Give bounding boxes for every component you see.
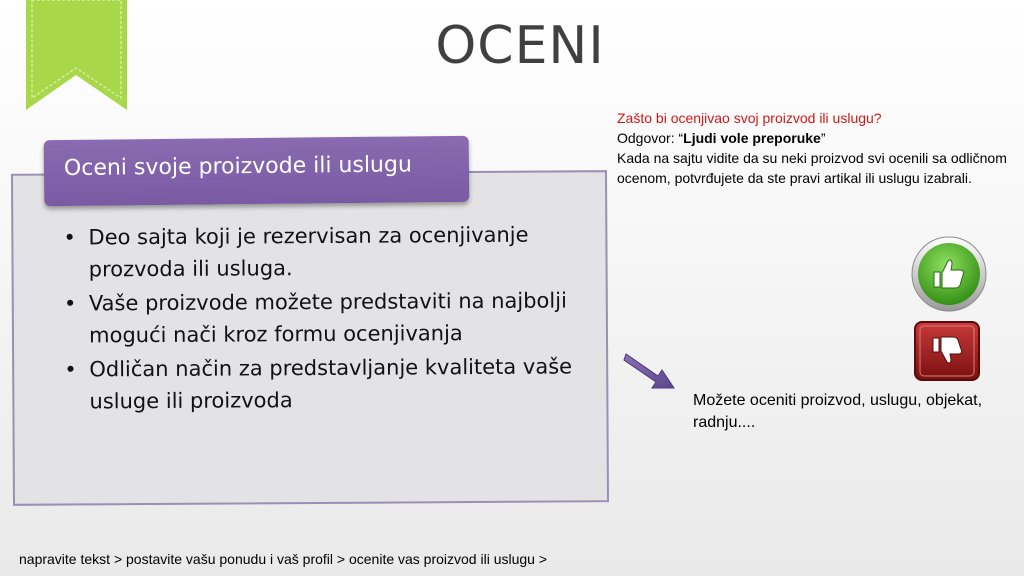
bullet-text: Vaše proizvode možete predstaviti na najbolji mogući nači kroz formu ocenjivanja	[88, 288, 567, 348]
thumbs-down-icon[interactable]	[913, 320, 981, 382]
side-explanation: Kada na sajtu vidite da su neki proizvod svi ocenili sa odličnom ocenom, potvrđujete da ste pravi artikal ili uslugu izabrali.	[617, 150, 1007, 186]
bullet-icon: •	[64, 357, 77, 382]
answer-prefix: Odgovor: “	[617, 130, 684, 146]
arrow-right-down-icon	[620, 350, 678, 392]
footer-text: napravite tekst > postavite vašu ponudu i vaš profil > ocenite vas proizvod ili uslugu >	[19, 551, 548, 567]
side-question: Zašto bi ocenjivao svoj proizvod ili uslugu?	[617, 110, 882, 126]
bullet-item	[59, 218, 579, 285]
content-box-header	[44, 136, 470, 206]
bullet-item	[60, 284, 580, 351]
thumbs-up-icon[interactable]	[910, 235, 988, 313]
bullet-icon: •	[63, 225, 76, 250]
bullet-text: Odličan način za predstavljanje kvaliteta vaše usluge ili proizvoda	[89, 354, 573, 414]
bullet-text: Deo sajta koji je rezervisan za ocenjivanje prozvoda ili usluga.	[88, 222, 529, 282]
bullet-item	[60, 350, 580, 417]
content-box-title: Oceni svoje proizvode ili uslugu	[63, 152, 412, 182]
bullet-icon: •	[63, 291, 77, 316]
answer-bold: Ljudi vole preporuke	[683, 130, 821, 146]
answer-suffix: ”	[820, 130, 826, 146]
side-answer	[617, 128, 1022, 148]
bullet-list	[59, 218, 580, 419]
side-text-block	[617, 108, 1022, 188]
rate-text: Možete oceniti proizvod, uslugu, objekat, radnju....	[693, 392, 983, 431]
slide-title: OCENI	[435, 16, 605, 76]
